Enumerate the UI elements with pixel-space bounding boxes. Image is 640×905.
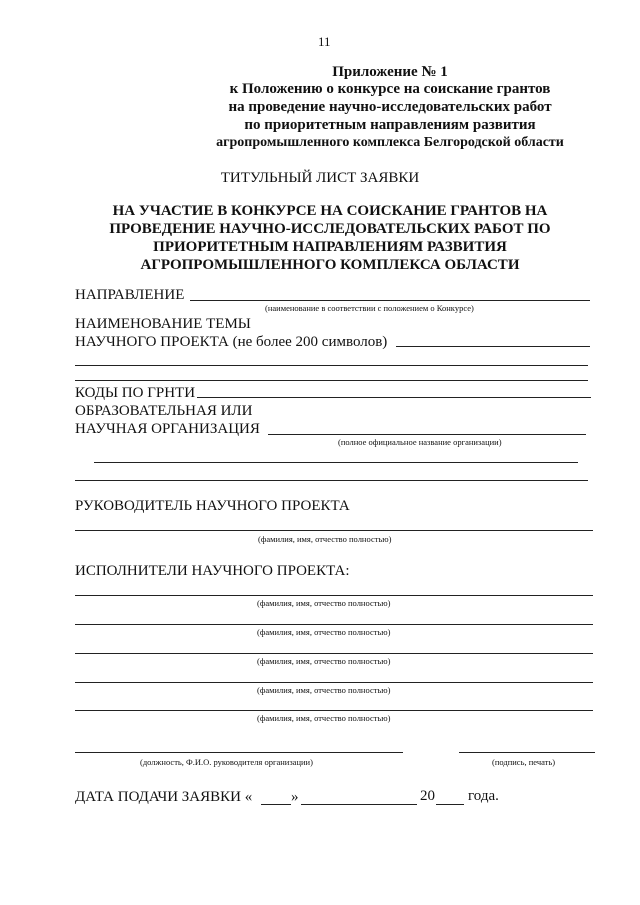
org-field-3[interactable] <box>75 480 588 481</box>
appendix-line-2: на проведение научно-исследовательских работ <box>228 99 552 115</box>
date-close-quote: » <box>291 789 299 805</box>
heading-line-4: АГРОПРОМЫШЛЕННОГО КОМПЛЕКСА ОБЛАСТИ <box>140 257 520 273</box>
org-field-1[interactable] <box>268 434 586 435</box>
topic-field-1[interactable] <box>396 346 590 347</box>
executor-field-1[interactable] <box>75 595 593 596</box>
executor-field-4[interactable] <box>75 682 593 683</box>
form-title: ТИТУЛЬНЫЙ ЛИСТ ЗАЯВКИ <box>220 170 420 186</box>
direction-hint: (наименование в соответствии с положением о Конкурсе) <box>265 303 474 313</box>
leader-field[interactable] <box>75 530 593 531</box>
org-hint: (полное официальное название организации) <box>338 437 502 447</box>
heading-line-2: ПРОВЕДЕНИЕ НАУЧНО-ИССЛЕДОВАТЕЛЬСКИХ РАБОТ ПО <box>109 221 551 237</box>
topic-field-3[interactable] <box>75 380 588 381</box>
codes-field[interactable] <box>197 397 591 398</box>
date-year-prefix: 20 <box>420 788 435 804</box>
topic-field-2[interactable] <box>75 365 588 366</box>
executor-field-2[interactable] <box>75 624 593 625</box>
executor-field-3[interactable] <box>75 653 593 654</box>
head-hint: (должность, Ф.И.О. руководителя организации) <box>140 757 313 767</box>
codes-label: КОДЫ ПО ГРНТИ <box>75 385 196 401</box>
leader-label: РУКОВОДИТЕЛЬ НАУЧНОГО ПРОЕКТА <box>75 498 350 514</box>
sign-field[interactable] <box>459 752 595 753</box>
appendix-title: Приложение № 1 <box>332 64 448 80</box>
executor-hint-3: (фамилия, имя, отчество полностью) <box>257 656 391 666</box>
direction-label: НАПРАВЛЕНИЕ <box>75 287 185 303</box>
executor-hint-4: (фамилия, имя, отчество полностью) <box>257 685 391 695</box>
appendix-line-4: агропромышленного комплекса Белгородской области <box>216 135 564 150</box>
head-field[interactable] <box>75 752 403 753</box>
date-label: ДАТА ПОДАЧИ ЗАЯВКИ « <box>75 789 253 805</box>
executor-hint-2: (фамилия, имя, отчество полностью) <box>257 627 391 637</box>
heading-line-3: ПРИОРИТЕТНЫМ НАПРАВЛЕНИЯМ РАЗВИТИЯ <box>153 239 507 255</box>
topic-label-2: НАУЧНОГО ПРОЕКТА (не более 200 символов) <box>75 334 388 350</box>
date-year-suffix: года. <box>468 788 499 804</box>
sign-hint: (подпись, печать) <box>492 757 556 767</box>
heading-line-1: НА УЧАСТИЕ В КОНКУРСЕ НА СОИСКАНИЕ ГРАНТОВ НА <box>112 203 548 219</box>
date-month-field[interactable] <box>301 804 417 805</box>
executors-label: ИСПОЛНИТЕЛИ НАУЧНОГО ПРОЕКТА: <box>75 563 350 579</box>
org-label-2: НАУЧНАЯ ОРГАНИЗАЦИЯ <box>75 421 260 437</box>
executor-field-5[interactable] <box>75 710 593 711</box>
appendix-line-1: к Положению о конкурсе на соискание грантов <box>229 81 551 97</box>
topic-label-1: НАИМЕНОВАНИЕ ТЕМЫ <box>75 316 251 332</box>
date-day-field[interactable] <box>261 804 291 805</box>
org-field-2[interactable] <box>94 462 578 463</box>
leader-hint: (фамилия, имя, отчество полностью) <box>258 534 392 544</box>
executor-hint-1: (фамилия, имя, отчество полностью) <box>257 598 391 608</box>
direction-field[interactable] <box>190 300 590 301</box>
org-label-1: ОБРАЗОВАТЕЛЬНАЯ ИЛИ <box>75 403 253 419</box>
date-year-field[interactable] <box>436 804 464 805</box>
executor-hint-5: (фамилия, имя, отчество полностью) <box>257 713 391 723</box>
appendix-line-3: по приоритетным направлениям развития <box>244 117 536 133</box>
page-number: 11 <box>318 34 331 49</box>
